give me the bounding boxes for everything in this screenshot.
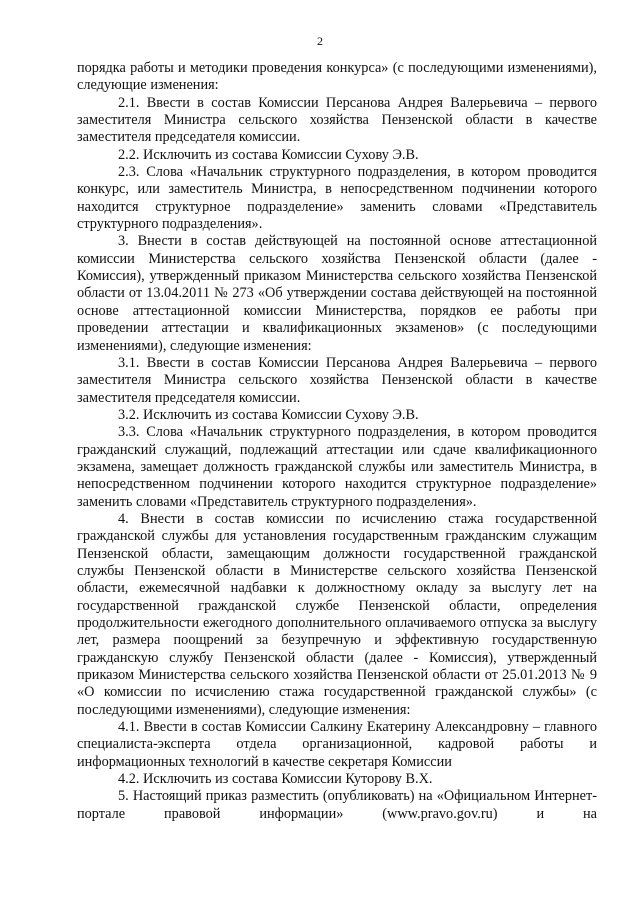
paragraph-4: 4. Внести в состав комиссии по исчислению стажа государственной гражданской службы для установления государственным гражданским служащим Пензенской области, замещающим должности государственной гражданской службы Пензенской области в Министерстве сельского хозяйства Пензенской области, ежемесячной надбавки к должностному окладу за выслугу лет на государственной гражданской службе Пензенской области, определения продолжительности ежегодного дополнительного оплачиваемого отпуска за выслугу лет, размера поощрений за безупречную и эффективную государственную гражданскую службу Пензенской области (далее - Комиссия), утвержденный приказом Министерства сельского хозяйства Пензенской области от 25.01.2013 № 9 «О комиссии по исчислению стажа государственной гражданской службы» (с последующими изменениями), следующие изменения: [77,510,597,718]
paragraph-2-2: 2.2. Исключить из состава Комиссии Сухову Э.В. [118,146,419,163]
paragraph-5: 5. Настоящий приказ разместить (опубликовать) на «Официальном Интернет-портале правовой информации» (www.pravo.gov.ru) и на [77,788,597,822]
paragraph-3-1: 3.1. Ввести в состав Комиссии Персанова Андрея Валерьевича – первого заместителя Министра сельского хозяйства Пензенской области в качестве заместителя председателя комиссии. [77,354,597,406]
paragraph-2-3: 2.3. Слова «Начальник структурного подразделения, в котором проводится конкурс, или заместитель Министра, в непосредственном подчинении которого находится структурное подразделение» заменить словами «Представитель структурного подразделения». [77,164,597,233]
paragraph-4-2: 4.2. Исключить из состава Комиссии Куторову В.Х. [118,771,433,788]
paragraph-3-3: 3.3. Слова «Начальник структурного подразделения, в котором проводится гражданский служащий, подлежащий аттестации или сдаче квалификационного экзамена, замещает должность гражданской службы или заместитель Министра, в непосредственном подчинении которого находится структурное подразделение» заменить словами «Представитель структурного подразделения». [77,424,597,510]
paragraph-3-2: 3.2. Исключить из состава Комиссии Сухову Э.В. [118,406,419,423]
page-number: 2 [317,34,323,48]
paragraph-continuation: порядка работы и методики проведения конкурса» (с последующими изменениями), следующие изменения: [77,60,597,94]
document-body [77,60,597,823]
paragraph-2-1: 2.1. Ввести в состав Комиссии Персанова Андрея Валерьевича – первого заместителя Министра сельского хозяйства Пензенской области в качестве заместителя председателя комиссии. [77,94,597,146]
paragraph-3: 3. Внести в состав действующей на постоянной основе аттестационной комиссии Министерства сельского хозяйства Пензенской области (далее - Комиссия), утвержденный приказом Министерства сельского хозяйства Пензенской области от 13.04.2011 № 273 «Об утверждении состава действующей на постоянной основе аттестационной комиссии Министерства, порядков ее работы при проведении аттестации и квалификационных экзаменов» (с последующими изменениями), следующие изменения: [77,233,597,354]
paragraph-4-1: 4.1. Ввести в состав Комиссии Салкину Екатерину Александровну – главного специалиста-эксперта отдела организационной, кадровой работы и информационных технологий в качестве секретаря Комиссии [77,719,597,770]
